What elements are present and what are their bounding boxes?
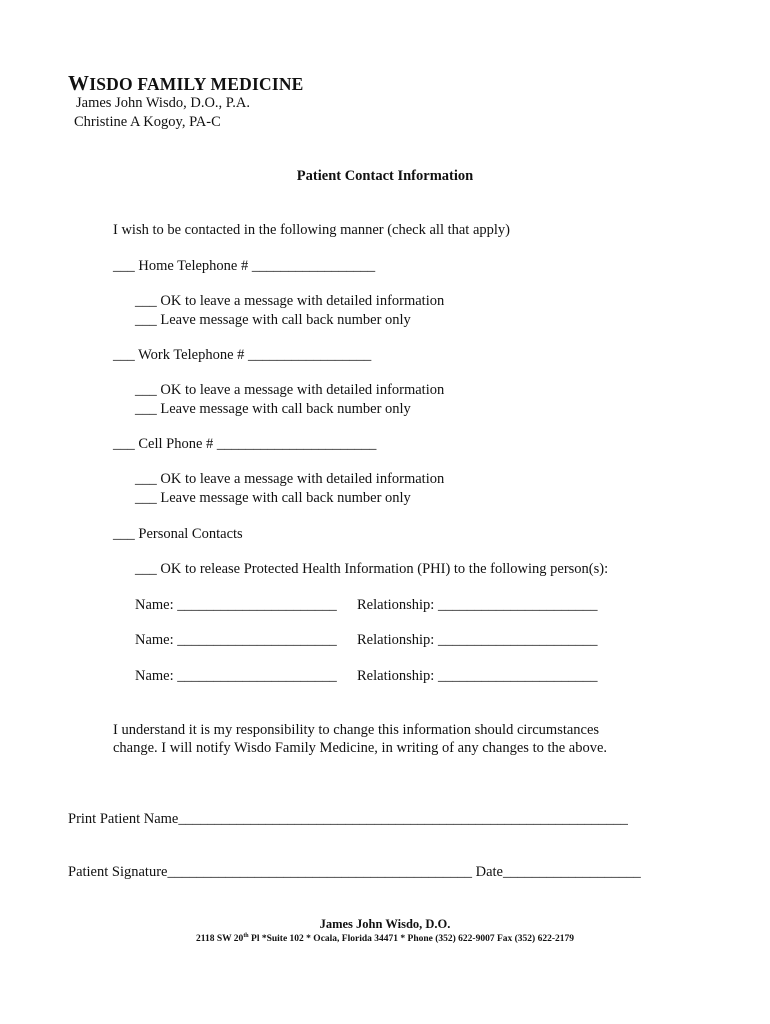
contact-name-field-1[interactable]: Name: ______________________ [135,597,337,613]
footer-address [0,933,770,944]
work-telephone-field[interactable]: ___ Work Telephone # _________________ [113,347,372,363]
print-patient-name-field[interactable]: Print Patient Name______________________________________________________________ [68,811,628,827]
form-title: Patient Contact Information [296,168,474,184]
footer-address-b: Pl *Suite 102 * Ocala, Florida 34471 * Phone (352) 622-9007 Fax (352) 622-2179 [248,934,575,945]
practice-name [68,71,304,96]
provider-2: Christine A Kogoy, PA-C [74,114,221,130]
contact-name-field-3[interactable]: Name: ______________________ [135,668,337,684]
patient-signature-date-field[interactable]: Patient Signature__________________________________________ Date___________________ [68,864,641,880]
work-detailed-message-option[interactable]: ___ OK to leave a message with detailed information [135,382,445,398]
cell-detailed-message-option[interactable]: ___ OK to leave a message with detailed information [135,471,445,487]
personal-contacts-option[interactable]: ___ Personal Contacts [113,526,243,542]
cell-phone-field[interactable]: ___ Cell Phone # ______________________ [113,436,377,452]
footer-name: James John Wisdo, D.O. [319,917,451,931]
contact-relationship-field-2[interactable]: Relationship: ______________________ [357,632,598,648]
home-callback-only-option[interactable]: ___ Leave message with call back number only [135,312,411,328]
work-callback-only-option[interactable]: ___ Leave message with call back number only [135,401,411,417]
practice-name-rest: ISDO FAMILY MEDICINE [89,74,304,94]
intro-text: I wish to be contacted in the following manner (check all that apply) [113,222,511,238]
contact-name-field-2[interactable]: Name: ______________________ [135,632,337,648]
home-detailed-message-option[interactable]: ___ OK to leave a message with detailed information [135,293,445,309]
footer-address-a: 2118 SW 20 [195,934,244,945]
statement-line-2: change. I will notify Wisdo Family Medicine, in writing of any changes to the above. [113,740,608,756]
cell-callback-only-option[interactable]: ___ Leave message with call back number only [135,490,411,506]
contact-relationship-field-3[interactable]: Relationship: ______________________ [357,668,598,684]
statement-line-1: I understand it is my responsibility to change this information should circumstances [113,722,600,738]
contact-relationship-field-1[interactable]: Relationship: ______________________ [357,597,598,613]
phi-release-option[interactable]: ___ OK to release Protected Health Information (PHI) to the following person(s): [135,561,609,577]
home-telephone-field[interactable]: ___ Home Telephone # _________________ [113,258,376,274]
practice-initial: W [68,71,90,95]
footer-address-sup: th [243,933,249,939]
provider-1: James John Wisdo, D.O., P.A. [76,95,250,111]
